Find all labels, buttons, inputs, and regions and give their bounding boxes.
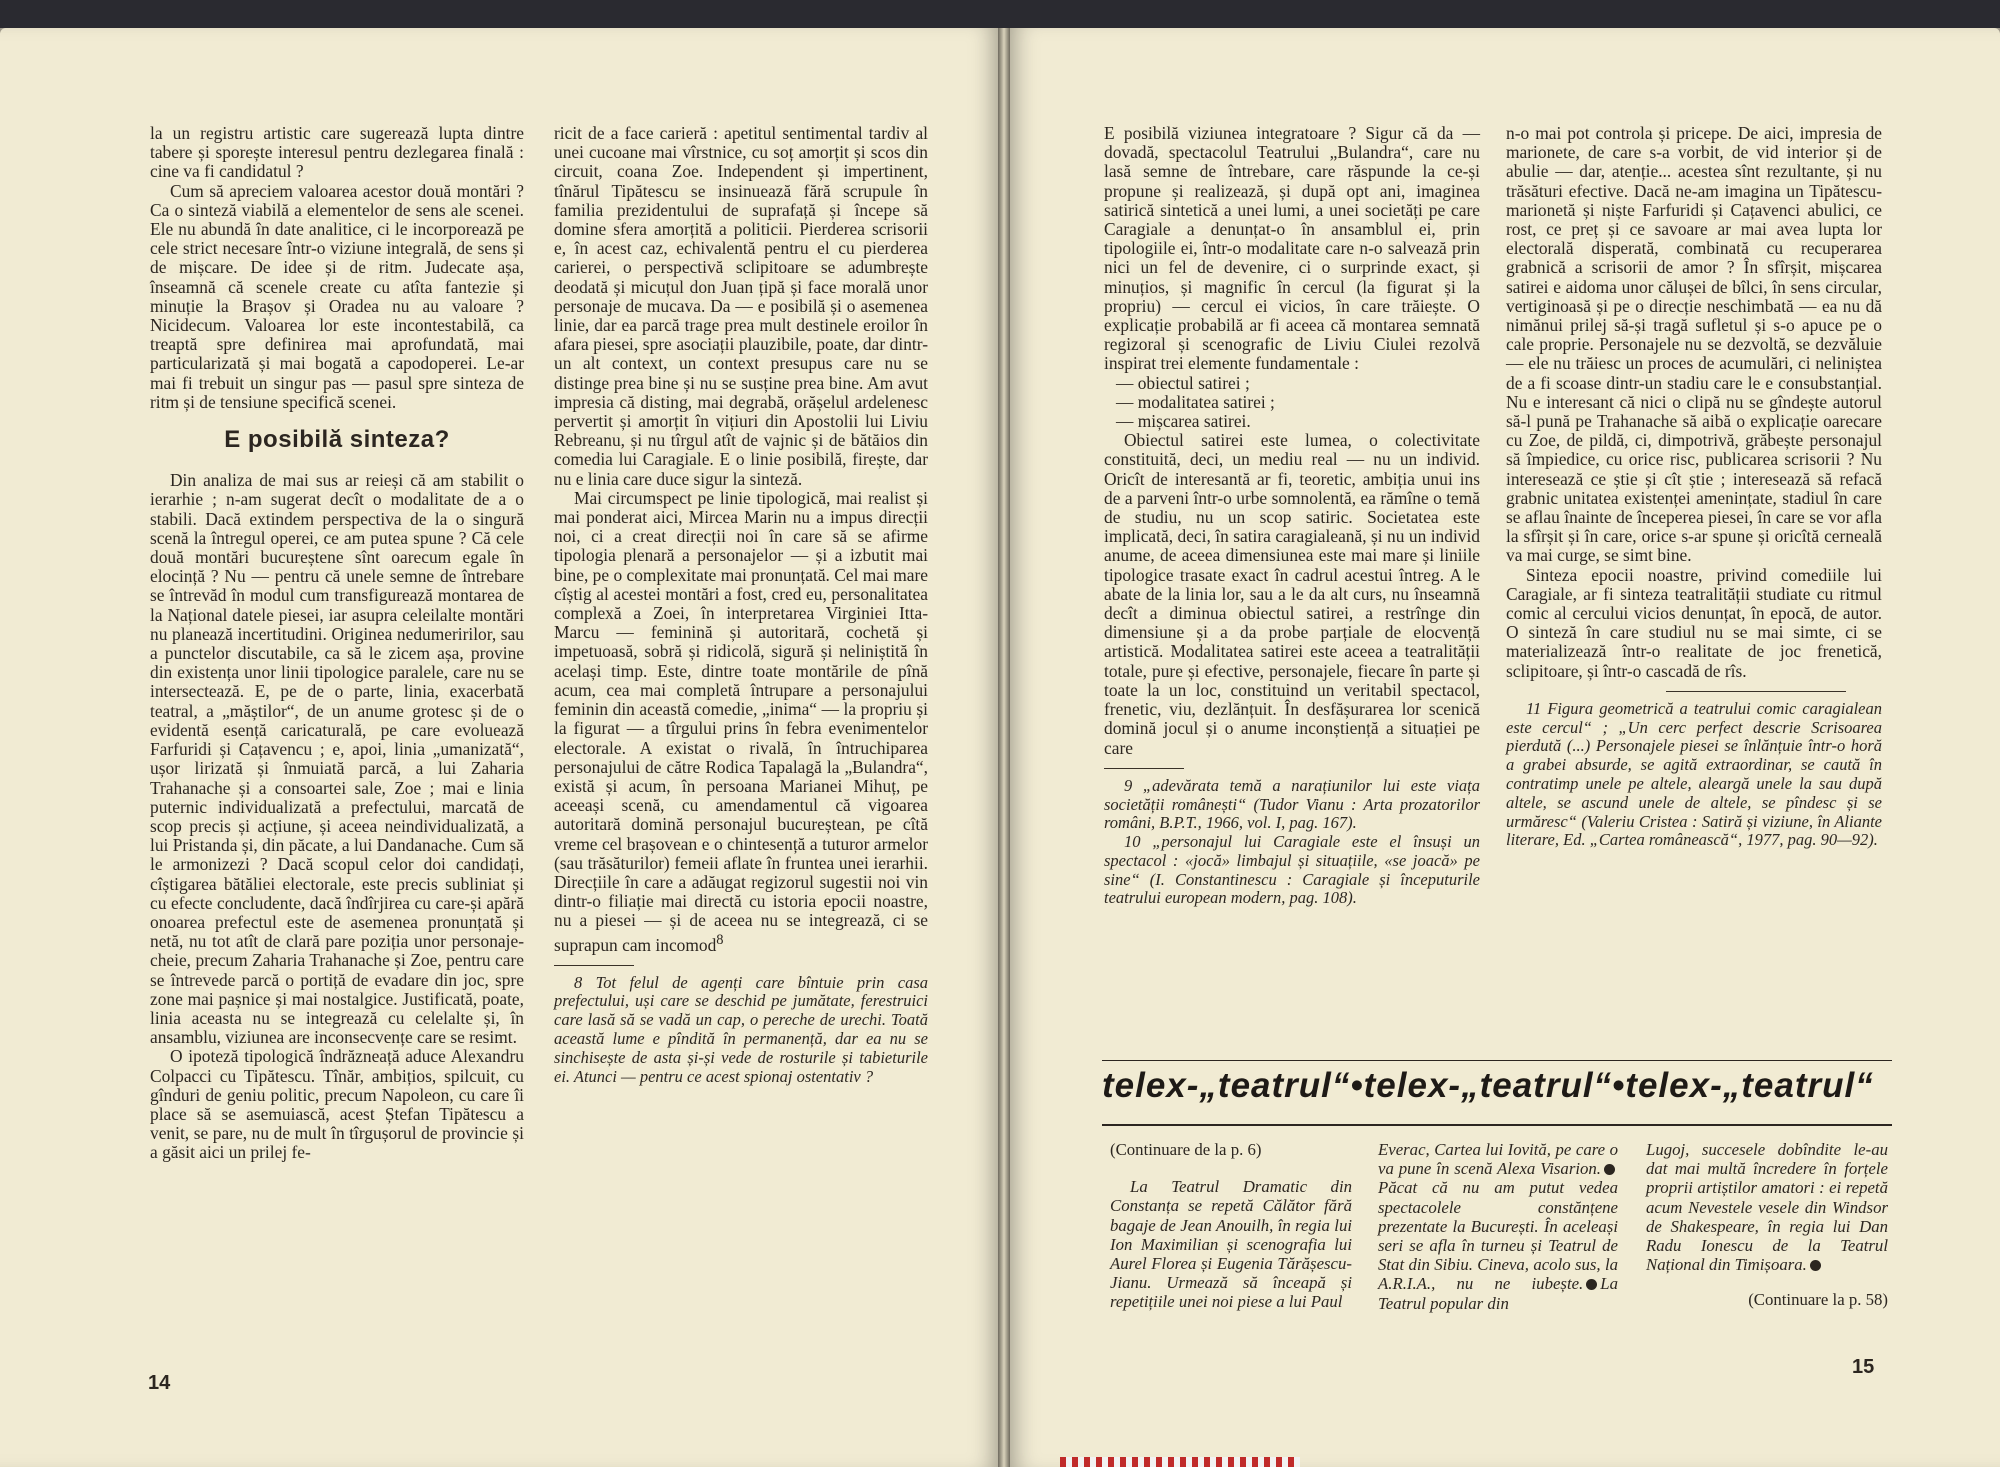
paragraph: n-o mai pot controla și pricepe. De aici, impresia de marionete, de care s-a vorbit, de vid interior și de abulie — dar, atenție... acestea sînt rezultante, și nu trăsături efective. Dacă ne-am imagina un Tipătescu-marionetă și niște Farfuridi și Cațavenci abulici, ce rost, ce preț și ce savoare ar mai avea lupta lor electorală disperată, combinată cu recuperarea grabnică a scrisorii de amor ? În sfîrșit, mișcarea satirei e aidoma unor călușei de bîlci, în sens circular, vertiginoasă și pe o direcție neschimbată — ea nu dă nimănui prilej să-și tragă sufletul și s-o apuce pe o cale proprie. Personajele nu se dezvoltă, se dezvăluie — ele nu trăiesc un proces de acumulări, ci neliniștea de a fi scoase dintr-un stadiu care le e consubstanțial. Nu e interesant că nici o clipă nu se gîndește autorul să-l pună pe Trahanache să aibă o explicație oarecare cu Zoe, de pildă, ci, dimpotrivă, grăbește personajul să împiedice, cu orice risc, publicarea scrisorii ? Nu interesează ce știe și cît știe ; interesează să refacă grabnic unitatea existenței amenințate, stadiul în care se aflau înainte de începerea piesei, în care se vor afla la sfîrșit și în care, orice s-ar spune și oricîtă cerneală va mai curge, se simt bine. xyxy=(1506,123,1882,566)
left-column-2 xyxy=(554,124,928,1086)
book-gutter xyxy=(998,28,1010,1467)
telex-text: La Teatrul Dramatic din Constanța se repetă Călător fără bagaje de Jean Anouilh, în regia lui Ion Maximilian și scenografia lui Aurel Florea și Eugenia Tărășescu-Jianu. Urmează să înceapă și repetițiile unei noi piese a lui Paul xyxy=(1110,1177,1352,1312)
page-number-right: 15 xyxy=(1852,1356,1875,1378)
telex-text-c: La Teatrul popular din xyxy=(1378,1274,1618,1313)
paragraph-text: Mai circumspect pe linie tipologică, mai realist și mai ponderat aici, Mircea Marin nu a impus direcții noi, ci a creat direcții noi în care să se afirme tipologia plenară a personajelor — și a izbutit mai bine, pe o complexitate mai pronunțată. Cel mai mare cîștig al acestei montări a fost, cred eu, personalitatea complexă a Zoei, în interpretarea Virginiei Itta-Marcu — feminină și autoritară, cochetă și impetuoasă, sobră și ridicolă, sigură și neliniștită în același timp. Este, dintre toate montările de pînă acum, cea mai completă întrupare a personajului feminin din această comedie, „inima“ — la propriu și la figurat — a tîrgului prins în febra evenimentelor electorale. A existat o rivală, în întruchiparea personajului de către Rodica Tapalagă la „Bulandra“, există și acum, în persoana Marianei Mihuț, pe aceeași scenă, cu amendamentul că vigoarea autoritară domină personajul bucureștean, pe cîtă vreme cel brașovean e o chintesență a tuturor armelor (sau trăsăturilor) femeii aflate în fruntea unei ierarhii. Direcțiile în care a adăugat regizorul sugestii noi vin dintr-o filiație mai directă cu istoria epocii noastre, nu a piesei — și de aceea nu se integrează, ci se suprapun cam incomod xyxy=(554,487,928,955)
telex-text-a: Everac, Cartea lui Iovită, pe care o va pune în scenă Alexa Visarion. xyxy=(1378,1140,1618,1179)
telex-rule xyxy=(1102,1060,1892,1061)
telex-banner: telex-„teatrul“•telex-„teatrul“•telex-„teatrul“ xyxy=(1102,1066,1892,1126)
footnote-rule xyxy=(1104,768,1184,769)
telex-continuation-head: (Continuare de la p. 6) xyxy=(1110,1140,1262,1159)
paragraph: Cum să apreciem valoarea acestor două montări ? Ca o sinteză viabilă a elementelor de sens ale scenei. Ele nu abundă în date analitice, ci le incorporează pe cele strict necesare într-o viziune integrală, de sens și de mișcare. De idee și de ritm. Judecate așa, înseamnă că scenele create cu atîta fantezie și minuție la Brașov și Oradea nu au valoare ? Nicidecum. Valoarea lor este incontestabilă, ca treaptă spre definirea mai aprofundată, mai particularizată și mai bogată a capodoperei. Le-ar mai fi trebuit un singur pas — pasul spre sinteza de ritm și de tensiune specifică scenei. xyxy=(150,180,524,412)
footnote-8: 8 Tot felul de agenți care bîntuie prin casa prefectului, uși care se deschid pe jumătate, ferestruici care lasă să se vadă un cap, o pereche de urechi. Toată această lume e pîndită în permanență, dar ea nu se sinchisește de asta și-și vede de rosturile și tabieturile ei. Atunci — pentru ce acest spionaj ostentativ ? xyxy=(554,972,928,1086)
right-column-2 xyxy=(1506,124,1882,850)
right-column-1 xyxy=(1104,124,1480,908)
footnote-rule xyxy=(1666,691,1846,692)
paragraph: Sinteza epocii noastre, privind comediile lui Caragiale, ar fi sinteza teatralității studiate cu ritmul comic al cercului vicios denunțat, în epocă, de autor. O sinteză în care studiul nu se mai simte, ci se materializează într-o realitate de joc frenetică, sclipitoare, și într-o cascadă de rîs. xyxy=(1506,564,1882,681)
paragraph: O ipoteză tipologică îndrăzneață aduce Alexandru Colpacci cu Tipătescu. Tînăr, ambițios, spilcuit, cu gînduri de geniu politic, precum Napoleon, cu care îi place să se asemuiască, acest Ștefan Tipătescu a venit, se pare, nu de mult în tîrgușorul de provincie și a găsit aici un prilej fe- xyxy=(150,1046,524,1163)
telex-text xyxy=(1378,1140,1618,1313)
list-item: — modalitatea satirei ; xyxy=(1116,391,1275,412)
list-item: — obiectul satirei ; xyxy=(1116,372,1250,393)
paragraph: Din analiza de mai sus ar reieși că am stabilit o ierarhie ; n-am sugerat decît o modalitate de a o stabili. Dacă extindem perspectiva de la o singură scenă la întregul operei, ce am putea spune ? Că cele două montări bucureștene sînt oarecum egale în elocință ? Nu — pentru că unele semne de întrebare se întrevăd în modul cum transfigurează montarea de la Național datele piesei, iar asupra celeilalte montări nu planează incertitudini. Originea nedumeririlor, sau a punctelor discutabile, ca să le zicem așa, provine din existența unor linii tipologice paralele, care nu se intersectează. E, pe de o parte, linia, exacerbată teatral, a „măștilor“, de un anume grotesc și de o evidentă esență caricaturală, pe care evoluează Farfuridi și Cațavencu ; e, apoi, linia „umanizată“, ușor lirizată și înmuiată parcă, a lui Zaharia Trahanache și a consoartei sale, Zoe ; mai e linia puternic individualizată a prefectului, marcată de scop precis și acțiune, și aceea neindividualizată, a lui Pristanda și, din păcate, a lui Dandanache. Cum să le armonizezi ? Dacă scopul celor doi candidați, cîștigarea bătăliei electorale, este precis subliniat și cu efecte concludente, dacă îndîrjirea cu care-și apără onoarea prefectul este de asemenea pronunțată și netă, nu tot atît de clară pare poziția unor personaje-cheie, precum Zaharia Trahanache și Zoe, pentru care se întrevede parcă o portiță de evadare din joc, spre zone mai pașnice și mai nostalgice. Justificată, poate, linia aceasta nu se integrează cu celelalte și, în ansamblu, viziunea are inconsecvențe care se resimt. xyxy=(150,470,524,1048)
bookmark-fabric xyxy=(1060,1457,1300,1467)
bullet-icon xyxy=(1586,1279,1597,1290)
telex-column-1 xyxy=(1110,1140,1352,1312)
footnote-rule xyxy=(554,965,634,966)
footnote-9: 9 „adevărata temă a narațiunilor lui este viața societății românești“ (Tudor Vianu : Arta prozatorilor români, B.P.T., 1966, vol. I, pag. 167). xyxy=(1104,775,1480,833)
paragraph: ricit de a face carieră : apetitul sentimental tardiv al unei cucoane mai vîrstnice, cu soț amorțit și scos din circuit, coana Zoe. Independent și impertinent, tînărul Tipătescu se insinuează fără scrupule în familia prezidentului de suprafață și începe să domine sfera amorțită a politicii. Pierderea scrisorii e, în acest caz, echivalentă pentru el cu pierderea carierei, o perspectivă sclipitoare se adumbrește deodată și micuțul don Juan țipă și face morală unor personaje de mucava. Da — e posibilă și o asemenea linie, dar ea parcă trage prea mult destinele eroilor în afara piesei, spre asociații plauzibile, poate, dar dintr-un alt context, un context presupus care nu se distinge prea bine și nu se susține prea bine. Am avut impresia că disting, mai degrabă, orășelul ardelenesc pervertit și amorțit în vițiuri din Apostolii lui Liviu Rebreanu, și nu tîrgul atît de vajnic și de bătăios din comedia lui Caragiale. E o linie posibilă, firește, dar nu e linia care duce sigur la sinteză. xyxy=(554,123,928,489)
paragraph: la un registru artistic care sugerează lupta dintre tabere și sporește interesul pentru dezlegarea finală : cine va fi candidatul ? xyxy=(150,123,524,182)
section-heading: E posibilă sinteza? xyxy=(224,426,450,454)
telex-column-2 xyxy=(1378,1140,1618,1313)
telex-text-b: Păcat că nu am putut vedea spectacolele constănțene prezentate la București. În aceleași seri se afla în turneu și Teatrul de Stat din Sibiu. Cineva, acolo sus, la A.R.I.A., nu ne iubește. xyxy=(1378,1178,1618,1294)
telex-continuation-tail: (Continuare la p. 58) xyxy=(1748,1290,1888,1310)
footnote-ref: 8 xyxy=(716,931,724,948)
footnote-11: 11 Figura geometrică a teatrului comic caragialean este cercul“ ; „Un cerc perfect descrie Scrisoarea pierdută (...) Personajele piesei se înlănțuie într-o horă a grabei absurde, se agită extraordinar, se caută în contratimp unele pe altele, aleargă unele la sau după altele, se ascund unele de altele, se pîndesc și se urmăresc“ (Valeriu Cristea : Satiră și viziune, în Aliante literare, Ed. „Cartea românească“, 1977, pag. 90—92). xyxy=(1506,698,1882,850)
paragraph: Obiectul satirei este lumea, o colectivitate constituită, deci, un mediu real — nu un individ. Oricît de interesantă ar fi, teoretic, ambiția unui ins de a parveni într-o urbe somnolentă, ea rămîne o temă de studiu, nu un scop satiric. Societatea este implicată, deci, în satira caragialeană, și nu un individ anume, de aceea dimensiunea este mai mare și liniile tipologice trasate exact în cadrul acestui întreg. A le abate de la linia lor, sau a le da alt curs, nu înseamnă decît a diminua obiectul satirei, a restrînge din dimensiune și a da probe parțiale de elocvență artistică. Modalitatea satirei este aceea a teatralității totale, pure și efective, personajele, fiecare în parte și toate la un loc, constituind un veritabil spectacol, frenetic, viu, dezlănțuit. În desfășurarea lor scenică domină jocul și o anume inconștiență a situației pe care xyxy=(1104,430,1480,758)
page-number-left: 14 xyxy=(148,1372,171,1394)
paragraph xyxy=(554,489,928,955)
footnote-10: 10 „personajul lui Caragiale este el însuși un spectacol : «jocă» limbajul și situațiile, «se joacă» pe sine“ (I. Constantinescu : Caragiale și începuturile teatrului european modern, pag. 108). xyxy=(1104,832,1480,908)
telex-column-3 xyxy=(1646,1140,1888,1310)
bullet-icon xyxy=(1604,1164,1615,1175)
telex-text: Lugoj, succesele dobîndite le-au dat mai multă încredere în forțele proprii artiștilor amatori : ei repetă acum Nevestele vesele din Windsor de Shakespeare, în regia lui Dan Radu Ionescu de la Teatrul Național din Timișoara. xyxy=(1646,1140,1888,1275)
paragraph: E posibilă viziunea integratoare ? Sigur că da — dovadă, spectacolul Teatrului „Bulandra“, care nu lasă semne de întrebare, care răspunde la ce-și propune și realizează, și după opt ani, imaginea satirică sintetică a unei lumi, a unei societăți pe care Caragiale a denunțat-o în ansamblul ei, prin tipologiile ei, într-o modalitate care n-o salvează prin nici un fel de devenire, ci o surprinde exact, și minuțios, și magnific în cercul (la figurat și la propriu) — cercul ei vicios, în care trăiește. O explicație probabilă ar fi aceea că montarea semnată regizoral și scenografic de Liviu Ciulei rezolvă inspirat trei elemente fundamentale : xyxy=(1104,123,1480,374)
bullet-icon xyxy=(1810,1260,1821,1271)
left-column-1 xyxy=(150,124,524,1163)
list-item: — mișcarea satirei. xyxy=(1116,411,1251,432)
telex-text xyxy=(1646,1140,1888,1274)
